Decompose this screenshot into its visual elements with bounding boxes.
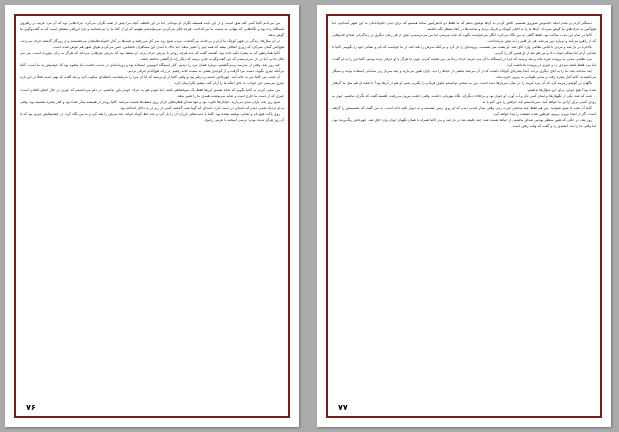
page-border-frame [14,14,290,418]
paragraph: من می‌دانم کاتیا کمی کله شق است، و از این بابت همیشه نگران او بوده‌ام. اما در این لحظه، آنچه مرا بیش از همه نگران می‌کرد، حرف‌هایی بود که آن مرد غریبه در راهروی ایستگاه زده بود و نگاه‌هایی که پنهانی به سمت ما می‌انداخت. هرچه فکر می‌کردم نمی‌توانستم بفهمم که او از کجا ما را می‌شناسد و چرا این‌قدر مشتاق است که به گفت‌وگوی ما گوش بدهد. [20,21,284,38]
paragraph: چند روز بعد، وقتی از مدرسه برمی‌گشتیم، دوباره همان مرد را دیدیم. کنار ایستگاه اتوبوس ایستاده بود و روزنامه‌ای در دست داشت، اما معلوم بود که حواسش به ما است. کاتیا بی‌آنکه چیزی بگوید، دست مرا گرفت و از کوچه‌ی پشتی به سمت خانه رفتیم. در راه، هیچ‌کدام حرفی نزدیم. [20,63,284,74]
paragraph: روی پاکت هیچ نام و نشانی نوشته نشده بود. کاتیا با دست‌هایی لرزان آن را باز کرد و چند خط کوتاه خواند. بعد سرش را بلند کرد و به من نگاه کرد. در چشم‌هایش چیزی بود که تا آن روز هرگز ندیده بودم: ترسی آمیخته با عزمی راسخ. [20,111,284,122]
page-number: ۷۶ [26,403,36,412]
book-page-right [317,5,611,427]
paragraph: مرد نظامی مدتی به پرونده خیره ماند و بعد پرسید که چرا در ایستگاه با آن مرد غریبه حرف زده‌ایم. من تعجب کردم، چون ما هرگز با او حرفی نزده بودیم. کاتیا این را به او گفت، اما مرد فقط لبخند سردی زد و چیزی در پرونده یادداشت کرد. [332,57,596,68]
page-text-block [332,20,596,396]
paragraph: چند ساعت بعد، ما را به اتاق دیگری بردند. آنجا پنجره‌ای کوچک داشت که از آن می‌شد بخشی از حیاط را دید. باران هنوز می‌بارید و چند سرباز زیر سایبانی ایستاده بودند و سیگار می‌کشیدند. کاتیا کنار پنجره رفت و مدتی طولانی به بیرون خیره ماند. [332,69,596,80]
page-text-block [20,20,284,396]
paragraph: صبح روز بعد، باران تندی می‌بارید. خیابان‌ها خلوت بود و تنها صدای قطره‌های باران روی سقف‌ها شنیده می‌شد. کاتیا زودتر از همیشه بیدار شده بود و کنار پنجره نشسته بود. وقتی به او نزدیک شدم، دیدم که نامه‌ای در دست دارد؛ نامه‌ای که گویا شب گذشته کسی از زیر در به داخل انداخته بود. [20,99,284,110]
book-page-left [5,5,299,427]
paragraph: دستگیر کردن و بعدم اینکه جاسوس شوروی هستیم. تلاش کردم به آن‌ها توضیح بدهم که ما فقط دو دانش‌آموز ساده هستیم که برای دیدن خانواده‌مان به این شهر آمده‌ایم، اما هیچ‌کس به حرف‌های ما گوش نمی‌داد. آن‌ها ما را به اتاقی کوچک و تاریک بردند و ساعت‌ها در آنجا منتظر نگه داشتند. [332,21,596,32]
page-number: ۷۷ [338,403,348,412]
paragraph: کاتیا همان‌طور که به پنجره تکیه داده بود، آهسته گفت که باید هرچه زودتر با پدرش حرف بزند. او معتقد بود که پدرش چیزهایی می‌داند که هرگز به زبان نیاورده است. من سر تکان دادم، اما در دل می‌ترسیدم که این گفت‌وگو به جایی برسد که دیگر راه بازگشتی نداشته باشد. [20,51,284,62]
paragraph: کاتیا آن شب تا صبح نخوابید. من هم فقط چند ساعتی چرت زدم. وقتی بیدار شدم، دیدم که او روی زمین نشسته و به دیوار تکیه داده است. به من گفت که تصمیمش را گرفته است: اگر از اینجا بیرون برویم، هرطور شده حقیقت را پیدا خواهد کرد. [332,105,596,116]
paragraph: روز بعد، در حالی که هنوز منتظر بودیم، صدای ماشینی از حیاط شنیده شد. چند دقیقه بعد در باز شد و پدر کاتیا همراه با همان نگهبان جوان وارد اتاق شد. چهره‌اش رنگ‌پریده بود، اما وقتی ما را دید، لبخندی زد و گفت که وقت رفتن است. [332,117,596,128]
paragraph: من سعی کردم به کاتیا بگویم که شاید همه‌ی این‌ها فقط یک سوءتفاهم باشد، اما خودم هم به حرف خودم باور نداشتم. در دلم می‌دانستم که چیزی در حال اتفاق افتادن است؛ چیزی که از دست ما خارج است و شاید سرنوشت همه‌ی ما را تغییر بدهد. [20,87,284,98]
page-border-frame [326,14,602,418]
paragraph: کاتیا در تمام این مدت ساکت بود. فقط گاهی به من نگاه می‌کرد، انگار می‌خواست بگوید که نباید بترسم. اما من می‌ترسیدم؛ بیش از هر زمان دیگری در زندگی‌ام. صدای قدم‌هایی که از راهرو می‌آمد و دوباره دور می‌شد، هر بار قلبم را به تپش می‌انداخت. [332,33,596,44]
paragraph: شب که شد، یکی از نگهبان‌ها برایمان کمی نان و آب آورد. او جوان بود و برخلاف دیگران، نگاه مهربانی داشت. وقتی داشت بیرون می‌رفت، آهسته گفت که نگران نباشیم، چون به زودی کسی برای آزادی ما خواهد آمد. نمی‌دانستم باید حرفش را باور کنم یا نه. [332,93,596,104]
paragraph: بالاخره در باز شد و مردی با لباس نظامی وارد اتاق شد. او پشت میز نشست، پرونده‌ای را باز کرد و بی‌آنکه سرش را بلند کند، از ما خواست که نام و نشانی خود را بگوییم. کاتیا با صدایی آرام اما محکم جواب داد و من هم بعد از او همین کار را کردم. [332,45,596,56]
paragraph: ناگهان در گوشم زمزمه کرد که آن مرد غریبه را در میان سربازها دیده است. من به سختی توانستم جلوی فریادم را بگیرم. یعنی او هم از آن‌ها بود؟ یا شاید او هم مثل ما گرفتار شده بود؟ هیچ جوابی برای این سؤال‌ها نداشتم. [332,81,596,92]
paragraph: آن شب، پدر کاتیا دیر به خانه آمد. چهره‌اش خسته و درهم بود و وقتی کاتیا از او پرسید که آیا آن مرد را می‌شناسد، لحظه‌ای سکوت کرد و بعد گفت که بهتر است فعلاً در این باره چیزی نپرسیم. این جواب، به جای اینکه ما را آرام کند، بیشتر نگران‌مان کرد. [20,75,284,86]
paragraph: در آن سال‌ها، زندگی در شهر کوچک ما آرام و بی‌حادثه می‌گذشت. مردم صبح زود سر کار می‌رفتند و شب‌ها در کنار خانواده‌هایشان می‌نشستند و از روزگار گذشته حرف می‌زدند. هیچ‌کس گمان نمی‌کرد که روزی اتفاقی بیفتد که همه چیز را تغییر بدهد. اما حالا، با آمدن این مسافران ناشناس، حس می‌کردم هوای شهر هم عوض شده است. [20,39,284,50]
